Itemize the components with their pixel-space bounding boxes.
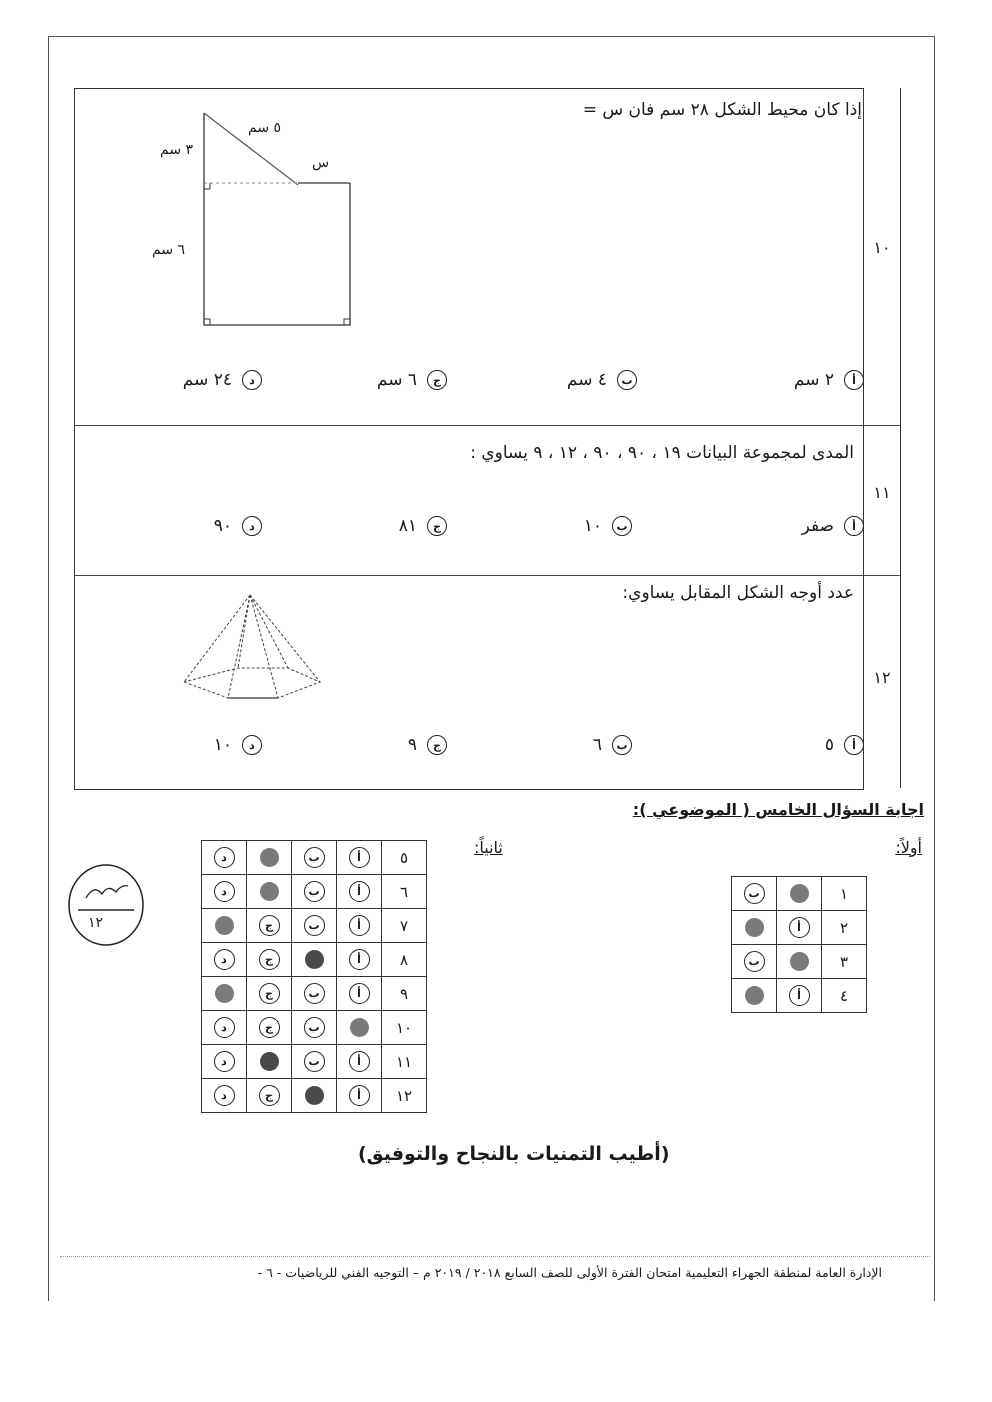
option-d[interactable] (183, 370, 262, 390)
answer-cell[interactable] (202, 977, 247, 1011)
answer-cell[interactable] (247, 909, 292, 943)
option-letter: ب (617, 370, 637, 390)
option-value: ١٠ (213, 735, 232, 755)
answer-bubble: د (214, 949, 235, 970)
option-value: ٦ سم (376, 370, 417, 390)
answer-bubble: أ (349, 983, 370, 1004)
row-number: ٢ (822, 911, 867, 945)
row-number: ٨ (382, 943, 427, 977)
answer-bubble: أ (349, 847, 370, 868)
answer-cell[interactable] (732, 877, 777, 911)
option-value: ٢ سم (793, 370, 834, 390)
answer-bubble: ج (259, 1085, 280, 1106)
answer-cell[interactable] (202, 943, 247, 977)
answer-cell[interactable] (202, 1011, 247, 1045)
table-row (202, 1011, 427, 1045)
answer-cell[interactable] (732, 979, 777, 1013)
answers-heading: اجابة السؤال الخامس ( الموضوعي ): (632, 800, 924, 819)
row-number: ١ (822, 877, 867, 911)
answer-cell[interactable] (202, 841, 247, 875)
row-number: ٦ (382, 875, 427, 909)
answer-bubble: ب (304, 983, 325, 1004)
option-a[interactable] (794, 370, 864, 390)
row-number: ١١ (382, 1045, 427, 1079)
row-number: ٧ (382, 909, 427, 943)
option-d[interactable] (214, 516, 262, 536)
answer-cell[interactable] (777, 979, 822, 1013)
label-small-side: ٣ سم (160, 142, 194, 158)
table-row (732, 911, 867, 945)
answer-bubble: د (214, 847, 235, 868)
row-number: ٣ (822, 945, 867, 979)
answer-cell[interactable] (247, 1079, 292, 1113)
answer-bubble: ب (744, 883, 765, 904)
filled-bubble (260, 882, 279, 901)
answer-bubble: أ (349, 881, 370, 902)
option-letter: ج (427, 735, 447, 755)
row-number: ٤ (822, 979, 867, 1013)
answer-bubble: أ (349, 1085, 370, 1106)
table-row (202, 841, 427, 875)
answer-cell[interactable] (337, 1079, 382, 1113)
option-c[interactable] (408, 735, 447, 755)
answer-cell[interactable] (337, 977, 382, 1011)
answer-cell[interactable] (337, 909, 382, 943)
filled-bubble (215, 916, 234, 935)
option-c[interactable] (399, 516, 447, 536)
question-text: إذا كان محيط الشكل ٢٨ سم فان س = (582, 100, 862, 120)
divider (74, 425, 900, 426)
answer-bubble: ب (304, 1051, 325, 1072)
answer-cell[interactable] (732, 911, 777, 945)
question-text: المدى لمجموعة البيانات ١٩ ، ٩٠ ، ٩٠ ، ١٢ ، ٩ يساوي : (470, 443, 854, 463)
filled-bubble (305, 950, 324, 969)
option-b[interactable] (584, 516, 632, 536)
answer-bubble: د (214, 1085, 235, 1106)
score-circle (66, 858, 148, 950)
answer-cell[interactable] (777, 911, 822, 945)
option-value: ٩٠ (213, 516, 232, 536)
label-diagonal: ٥ سم (248, 120, 282, 136)
table-row (732, 945, 867, 979)
option-letter: د (242, 735, 262, 755)
answer-bubble: ب (304, 915, 325, 936)
option-value: ٢٤ سم (182, 370, 232, 390)
answer-cell[interactable] (292, 977, 337, 1011)
answer-cell[interactable] (247, 943, 292, 977)
option-value: ٤ سم (566, 370, 607, 390)
option-c[interactable] (377, 370, 447, 390)
answer-cell[interactable] (292, 1079, 337, 1113)
option-letter: أ (844, 370, 864, 390)
option-letter: ب (612, 516, 632, 536)
composite-shape-figure (140, 105, 370, 335)
second-part-label: ثانياً: (474, 838, 503, 857)
row-number: ٥ (382, 841, 427, 875)
answer-bubble: ب (304, 1017, 325, 1038)
answer-bubble: ب (304, 847, 325, 868)
answer-cell[interactable] (292, 943, 337, 977)
answer-bubble: أ (789, 985, 810, 1006)
answer-cell[interactable] (247, 841, 292, 875)
footer-divider (60, 1256, 930, 1257)
question-number: ١١ (873, 483, 891, 502)
answer-cell[interactable] (202, 875, 247, 909)
table-row (202, 1079, 427, 1113)
answer-bubble: ج (259, 949, 280, 970)
row-number: ٩ (382, 977, 427, 1011)
filled-bubble (260, 1052, 279, 1071)
option-letter: ب (612, 735, 632, 755)
answer-cell[interactable] (337, 1045, 382, 1079)
filled-bubble (790, 884, 809, 903)
answer-bubble: ج (259, 1017, 280, 1038)
table-row (202, 909, 427, 943)
answer-cell[interactable] (292, 1011, 337, 1045)
answer-cell[interactable] (337, 841, 382, 875)
answer-cell[interactable] (247, 977, 292, 1011)
option-a[interactable] (825, 735, 864, 755)
answer-bubble: ج (259, 983, 280, 1004)
option-value: صفر (801, 516, 834, 536)
option-a[interactable] (802, 516, 864, 536)
closing-wish: (أطيب التمنيات بالنجاح والتوفيق) (358, 1143, 670, 1165)
answer-cell[interactable] (337, 1011, 382, 1045)
table-row (202, 1045, 427, 1079)
option-value: ٥ (824, 735, 834, 755)
table-row (202, 943, 427, 977)
question-number: ١٠ (873, 238, 891, 257)
answer-bubble: أ (349, 915, 370, 936)
table-row (202, 977, 427, 1011)
answer-cell[interactable] (292, 875, 337, 909)
answer-cell[interactable] (337, 875, 382, 909)
filled-bubble (215, 984, 234, 1003)
answer-bubble: د (214, 1017, 235, 1038)
answer-cell[interactable] (777, 877, 822, 911)
answer-cell[interactable] (202, 909, 247, 943)
option-value: ١٠ (583, 516, 602, 536)
answer-cell[interactable] (247, 875, 292, 909)
option-letter: أ (844, 735, 864, 755)
option-letter: ج (427, 370, 447, 390)
table-row (732, 877, 867, 911)
option-b[interactable] (567, 370, 637, 390)
divider (74, 575, 900, 576)
answer-bubble: ب (744, 951, 765, 972)
option-letter: ج (427, 516, 447, 536)
answer-grid-first (731, 876, 867, 1013)
answer-bubble: أ (349, 949, 370, 970)
answer-bubble: أ (349, 1051, 370, 1072)
option-letter: أ (844, 516, 864, 536)
answer-bubble: د (214, 1051, 235, 1072)
option-value: ٩ (407, 735, 417, 755)
filled-bubble (260, 848, 279, 867)
answer-cell[interactable] (202, 1045, 247, 1079)
option-b[interactable] (593, 735, 632, 755)
answer-cell[interactable] (337, 943, 382, 977)
filled-bubble (745, 918, 764, 937)
answer-bubble: ب (304, 881, 325, 902)
answer-bubble: أ (789, 917, 810, 938)
filled-bubble (790, 952, 809, 971)
filled-bubble (745, 986, 764, 1005)
answer-cell[interactable] (292, 841, 337, 875)
answer-cell[interactable] (247, 1045, 292, 1079)
table-row (202, 875, 427, 909)
answer-cell[interactable] (777, 945, 822, 979)
answer-bubble: ج (259, 915, 280, 936)
filled-bubble (305, 1086, 324, 1105)
label-big-side: ٦ سم (152, 242, 186, 258)
option-value: ٦ (592, 735, 602, 755)
score-denominator: ١٢ (88, 915, 104, 931)
answer-cell[interactable] (202, 1079, 247, 1113)
option-letter: د (242, 516, 262, 536)
option-d[interactable] (214, 735, 262, 755)
question-number: ١٢ (873, 668, 891, 687)
answer-cell[interactable] (292, 909, 337, 943)
answer-cell[interactable] (292, 1045, 337, 1079)
answer-bubble: د (214, 881, 235, 902)
filled-bubble (350, 1018, 369, 1037)
first-part-label: أولاً: (895, 838, 922, 857)
footer-text: الإدارة العامة لمنطقة الجهراء التعليمية امتحان الفترة الأولى للصف السابع ٢٠١٨ / ٢٠١٩ م – التوجيه الفني للرياضيات - ٦ - (257, 1265, 882, 1280)
option-value: ٨١ (398, 516, 417, 536)
label-unknown: س (312, 155, 330, 171)
row-number: ١٢ (382, 1079, 427, 1113)
row-number: ١٠ (382, 1011, 427, 1045)
pyramid-figure (180, 590, 325, 708)
question-text: عدد أوجه الشكل المقابل يساوي: (622, 583, 854, 603)
option-letter: د (242, 370, 262, 390)
table-row (732, 979, 867, 1013)
answer-grid-second (201, 840, 427, 1113)
answer-cell[interactable] (247, 1011, 292, 1045)
answer-cell[interactable] (732, 945, 777, 979)
